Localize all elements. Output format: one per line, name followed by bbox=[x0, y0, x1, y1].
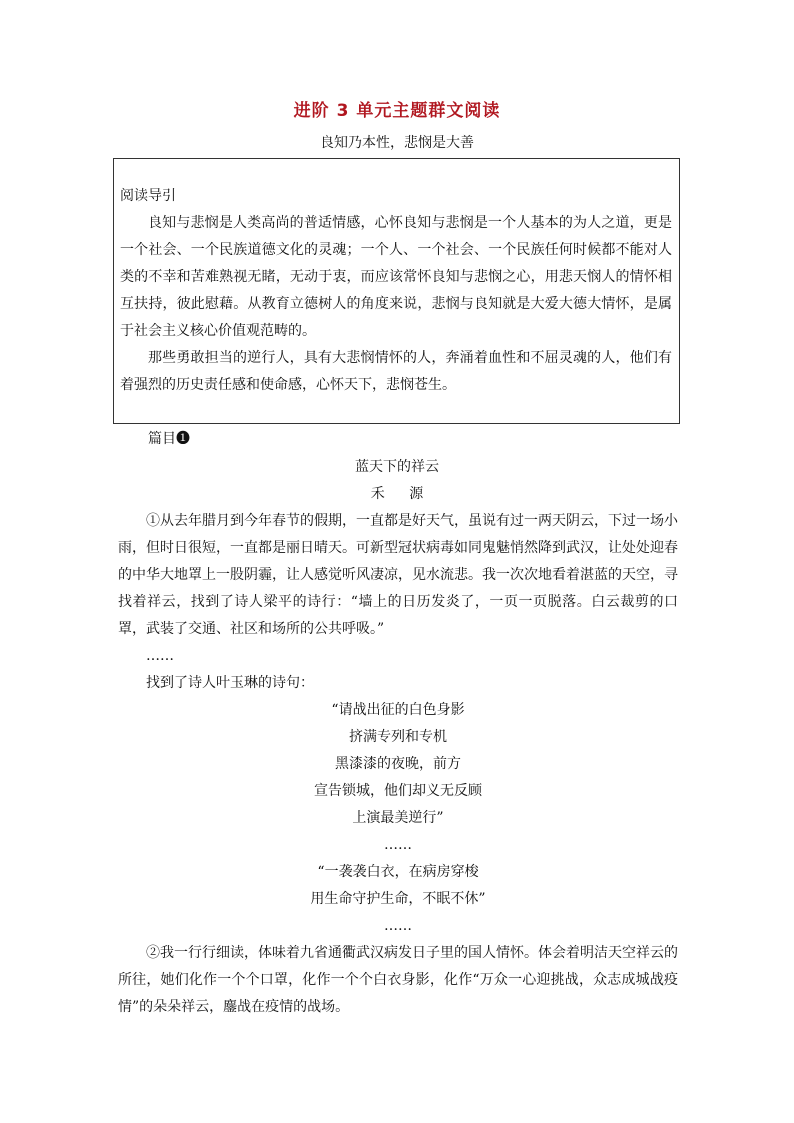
poem-line: 宣告锁城，他们却义无反顾 bbox=[314, 783, 482, 799]
poem-line: 上演最美逆行” bbox=[352, 810, 444, 826]
article-paragraph: ②我一行行细读，体味着九省通衢武汉病发日子里的国人情怀。体会着明洁天空祥云的所往，她们化作一个个口罩，化作一个个白衣身影，化作“万众一心迎挑战，众志成城战疫情”的朵朵祥云，鏖战在疫情的战场。 bbox=[118, 945, 678, 1015]
page-subtitle: 良知乃本性，悲悯是大善 bbox=[320, 135, 474, 151]
poem-line: 黑漆漆的夜晚，前方 bbox=[335, 756, 461, 772]
article-author: 禾 源 bbox=[370, 486, 434, 502]
poem-ellipsis: …… bbox=[384, 918, 412, 934]
poem-line: “请战出征的白色身影 bbox=[331, 702, 465, 718]
ellipsis: …… bbox=[146, 648, 174, 664]
article-title: 蓝天下的祥云 bbox=[355, 459, 439, 475]
article-body bbox=[118, 508, 678, 1021]
page-title: 进阶 3 单元主题群文阅读 bbox=[293, 101, 501, 121]
poem-line: 挤满专列和专机 bbox=[349, 729, 447, 745]
reading-guide-paragraph: 良知与悲悯是人类高尚的普适情感，心怀良知与悲悯是一个人基本的为人之道，更是一个社会、一个民族道德文化的灵魂；一个人、一个社会、一个民族任何时候都不能对人类的不幸和苦难熟视无睹，无动于衷，而应该常怀良知与悲悯之心，用悲天悯人的情怀相互扶持，彼此慰藉。从教育立德树人的角度来说，悲悯与良知就是大爱大德大情怀，是属于社会主义核心价值观范畴的。 bbox=[120, 215, 672, 339]
poem-line: 用生命守护生命，不眠不休” bbox=[310, 891, 486, 907]
reading-guide-paragraph: 那些勇敢担当的逆行人，具有大悲悯情怀的人，奔涌着血性和不屈灵魂的人，他们有着强烈的历史责任感和使命感，心怀天下，悲悯苍生。 bbox=[120, 350, 672, 393]
reading-guide-content bbox=[120, 183, 672, 399]
poem-line: “一袭袭白衣，在病房穿梭 bbox=[317, 864, 479, 880]
article-number: 篇目❶ bbox=[148, 431, 190, 447]
poem-block bbox=[118, 697, 678, 940]
reading-guide-heading: 阅读导引 bbox=[120, 188, 176, 204]
article-paragraph: 找到了诗人叶玉琳的诗句： bbox=[146, 675, 314, 691]
reading-guide-box bbox=[113, 158, 680, 424]
poem-ellipsis: …… bbox=[384, 837, 412, 853]
article-paragraph: ①从去年腊月到今年春节的假期，一直都是好天气，虽说有过一两天阴云，下过一场小雨，但时日很短，一直都是丽日晴天。可新型冠状病毒如同鬼魅悄然降到武汉，让处处迎春的中华大地罩上一股阴霾，让人感觉听风凄凉，见水流悲。我一次次地看着湛蓝的天空，寻找着祥云，找到了诗人梁平的诗行：“墙上的日历发炎了，一页一页脱落。白云裁剪的口罩，武装了交通、社区和场所的公共呼吸。” bbox=[118, 513, 678, 637]
